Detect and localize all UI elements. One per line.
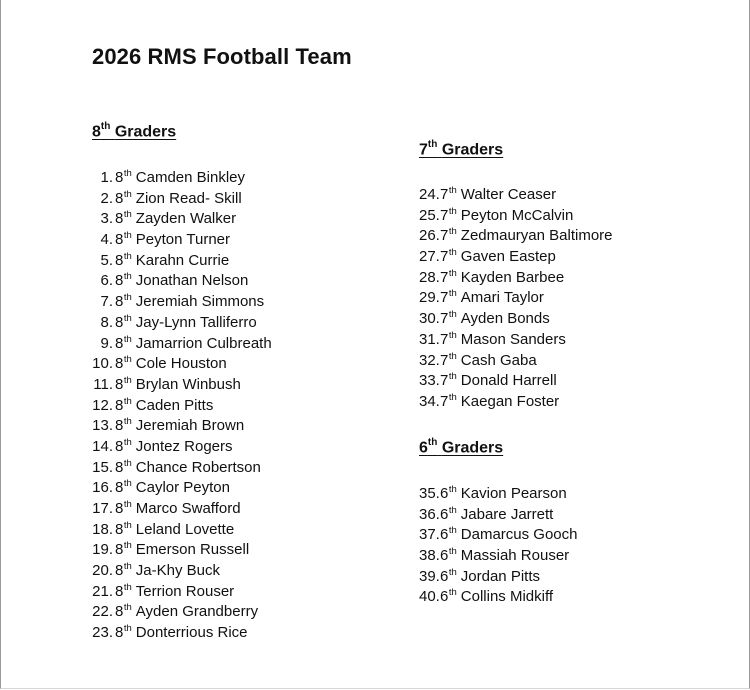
player-name: Cash Gaba: [460, 351, 537, 369]
player-list-item: [92, 561, 272, 582]
player-number: 26.: [419, 227, 440, 245]
player-number: 13.: [92, 417, 113, 435]
player-grade: 8th: [115, 230, 132, 249]
player-list-item: [92, 623, 272, 644]
player-name: Ayden Grandberry: [135, 603, 259, 621]
player-grade: 6th: [440, 566, 457, 585]
player-grade: 8th: [115, 436, 132, 455]
player-grade: 8th: [115, 209, 132, 228]
player-grade: 6th: [440, 587, 457, 606]
player-number: 36.: [419, 505, 440, 523]
player-list-item: [92, 499, 272, 520]
player-grade: 7th: [440, 371, 457, 390]
player-grade: 8th: [115, 519, 132, 538]
player-grade: 8th: [115, 581, 132, 600]
player-grade: 8th: [115, 188, 132, 207]
player-number: 30.: [419, 310, 440, 328]
page-title: 2026 RMS Football Team: [92, 44, 352, 69]
player-list-item: [92, 458, 272, 479]
player-grade: 8th: [115, 374, 132, 393]
player-number: 10.: [92, 355, 113, 373]
player-grade: 8th: [115, 292, 132, 311]
player-list-item: [92, 540, 272, 561]
player-list-item: [92, 354, 272, 375]
player-name: Jonathan Nelson: [135, 272, 249, 290]
player-grade: 8th: [115, 540, 132, 559]
player-number: 22.: [92, 603, 113, 621]
player-name: Ja-Khy Buck: [135, 562, 220, 580]
player-list-item: [92, 209, 272, 230]
player-list-item: [419, 546, 578, 567]
player-grade: 8th: [115, 602, 132, 621]
player-name: Leland Lovette: [135, 520, 235, 538]
player-grade: 7th: [440, 350, 457, 369]
player-grade: 8th: [115, 416, 132, 435]
player-grade: 8th: [115, 312, 132, 331]
player-grade: 6th: [440, 504, 457, 523]
sixth-graders-heading: 6th Graders: [419, 437, 504, 457]
player-grade: 6th: [440, 525, 457, 544]
player-grade: 8th: [115, 168, 132, 186]
player-name: Kayden Barbee: [460, 268, 565, 286]
player-name: Jamarrion Culbreath: [135, 334, 272, 352]
player-name: Terrion Rouser: [135, 582, 235, 600]
player-name: Marco Swafford: [135, 500, 241, 517]
player-number: 31.: [419, 330, 440, 348]
player-number: 17.: [92, 500, 113, 517]
player-name: Jabare Jarrett: [460, 505, 554, 523]
player-list-item: [419, 505, 578, 526]
player-number: 34.: [419, 392, 440, 410]
player-name: Jeremiah Simmons: [135, 293, 265, 311]
player-number: 9.: [100, 334, 113, 352]
player-name: Kaegan Foster: [460, 392, 560, 410]
player-list-item: [92, 396, 272, 417]
player-list-item: [92, 168, 272, 189]
player-list-item: [419, 268, 613, 289]
player-grade: 7th: [440, 329, 457, 348]
player-number: 6.: [100, 272, 113, 290]
player-name: Peyton McCalvin: [460, 206, 574, 224]
player-list-item: [92, 582, 272, 603]
player-number: 21.: [92, 582, 113, 600]
sixth-graders-list: [419, 484, 578, 608]
player-name: Kavion Pearson: [460, 485, 567, 502]
player-grade: 7th: [440, 247, 457, 266]
player-list-item: [419, 185, 613, 206]
player-number: 28.: [419, 268, 440, 286]
player-number: 5.: [100, 251, 113, 269]
player-number: 4.: [100, 231, 113, 249]
player-name: Massiah Rouser: [460, 547, 570, 565]
player-grade: 8th: [115, 499, 132, 517]
player-name: Damarcus Gooch: [460, 526, 578, 544]
eighth-graders-list: [92, 168, 272, 644]
player-name: Jeremiah Brown: [135, 417, 245, 435]
player-grade: 8th: [115, 623, 132, 642]
player-list-item: [419, 206, 613, 227]
player-list-item: [419, 484, 578, 505]
player-number: 7.: [100, 293, 113, 311]
player-list-item: [92, 230, 272, 251]
player-list-item: [92, 520, 272, 541]
player-name: Gaven Eastep: [460, 248, 556, 266]
player-list-item: [419, 226, 613, 247]
player-name: Emerson Russell: [135, 541, 250, 559]
player-name: Zedmauryan Baltimore: [460, 227, 613, 245]
player-list-item: [92, 271, 272, 292]
player-list-item: [92, 602, 272, 623]
player-list-item: [92, 478, 272, 499]
player-grade: 8th: [115, 271, 132, 290]
player-number: 33.: [419, 372, 440, 390]
player-grade: 8th: [115, 333, 132, 352]
player-number: 1.: [100, 169, 113, 186]
player-name: Jay-Lynn Talliferro: [135, 313, 257, 331]
player-number: 11.: [93, 375, 113, 393]
eighth-graders-heading: 8th Graders: [92, 121, 177, 141]
player-list-item: [92, 437, 272, 458]
player-grade: 8th: [115, 354, 132, 373]
player-name: Peyton Turner: [135, 231, 230, 249]
player-name: Caylor Peyton: [135, 479, 230, 497]
player-grade: 7th: [440, 205, 457, 224]
player-number: 8.: [100, 313, 113, 331]
player-grade: 7th: [440, 185, 457, 203]
player-list-item: [419, 525, 578, 546]
player-name: Karahn Currie: [135, 251, 230, 269]
player-name: Cole Houston: [135, 355, 227, 373]
player-number: 15.: [92, 458, 113, 476]
player-grade: 7th: [440, 226, 457, 245]
player-name: Jontez Rogers: [135, 437, 233, 455]
player-list-item: [419, 587, 578, 608]
player-grade: 7th: [440, 288, 457, 307]
player-number: 32.: [419, 351, 440, 369]
player-list-item: [92, 375, 272, 396]
player-number: 2.: [100, 189, 113, 207]
player-number: 40.: [419, 588, 440, 606]
player-grade: 8th: [115, 561, 132, 580]
player-number: 38.: [419, 547, 440, 565]
player-name: Zion Read- Skill: [135, 189, 242, 207]
player-grade: 7th: [440, 391, 457, 410]
player-list-item: [419, 247, 613, 268]
player-name: Caden Pitts: [135, 396, 214, 414]
player-name: Mason Sanders: [460, 330, 566, 348]
player-name: Brylan Winbush: [135, 375, 241, 393]
player-number: 39.: [419, 567, 440, 585]
player-list-item: [419, 288, 613, 309]
player-name: Jordan Pitts: [460, 567, 540, 585]
player-list-item: [419, 567, 578, 588]
player-number: 3.: [100, 210, 113, 228]
player-name: Zayden Walker: [135, 210, 237, 228]
player-list-item: [92, 313, 272, 334]
player-number: 19.: [92, 541, 113, 559]
player-list-item: [419, 371, 613, 392]
player-number: 18.: [92, 520, 113, 538]
player-list-item: [419, 330, 613, 351]
player-grade: 7th: [440, 267, 457, 286]
player-grade: 6th: [440, 546, 457, 565]
player-name: Camden Binkley: [135, 169, 245, 186]
player-number: 25.: [419, 206, 440, 224]
player-list-item: [419, 392, 613, 413]
player-name: Ayden Bonds: [460, 310, 550, 328]
player-name: Walter Ceaser: [460, 186, 557, 203]
player-grade: 8th: [115, 395, 132, 414]
player-number: 16.: [92, 479, 113, 497]
player-number: 14.: [92, 437, 113, 455]
player-grade: 8th: [115, 457, 132, 476]
player-number: 12.: [92, 396, 113, 414]
player-list-item: [92, 251, 272, 272]
player-list-item: [419, 351, 613, 372]
player-name: Donald Harrell: [460, 372, 557, 390]
player-name: Amari Taylor: [460, 289, 544, 307]
player-name: Donterrious Rice: [135, 624, 248, 642]
player-number: 35.: [419, 485, 440, 502]
player-list-item: [92, 292, 272, 313]
player-list-item: [92, 416, 272, 437]
player-name: Collins Midkiff: [460, 588, 554, 606]
player-number: 20.: [92, 562, 113, 580]
player-name: Chance Robertson: [135, 458, 261, 476]
player-number: 27.: [419, 248, 440, 266]
player-number: 37.: [419, 526, 440, 544]
player-grade: 8th: [115, 250, 132, 269]
player-list-item: [92, 334, 272, 355]
player-number: 24.: [419, 186, 440, 203]
player-list-item: [419, 309, 613, 330]
seventh-graders-heading: 7th Graders: [419, 139, 504, 159]
player-number: 29.: [419, 289, 440, 307]
seventh-graders-list: [419, 185, 613, 413]
player-grade: 6th: [440, 484, 457, 502]
player-number: 23.: [92, 624, 113, 642]
player-grade: 7th: [440, 309, 457, 328]
player-grade: 8th: [115, 478, 132, 497]
player-list-item: [92, 189, 272, 210]
